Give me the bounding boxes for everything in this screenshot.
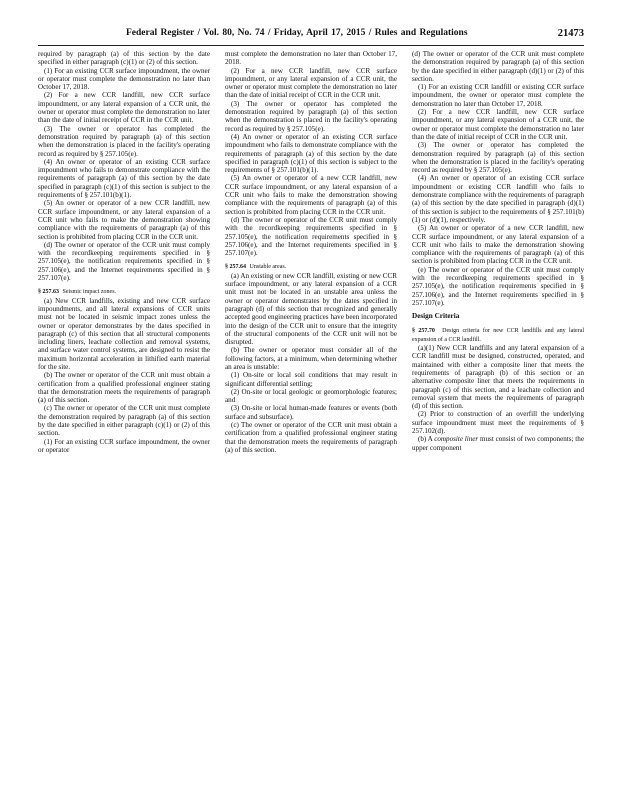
paragraph: (4) An owner or operator of an existing CCR surface impoundment who fails to demonstrate compliance with the requirements of paragraph (a) of this section by the date specified in paragraph (c)(1) of this section is subject to the requirements of § 257.101(b)(1). bbox=[225, 132, 397, 175]
column-2 bbox=[225, 50, 397, 780]
paragraph: (2) Prior to construction of an overfill the underlying surface impoundment must meet the requirements of § 257.102(d). bbox=[412, 410, 584, 436]
paragraph: (2) For a new CCR landfill, new CCR surface impoundment, or any lateral expansion of a CCR unit, the owner or operator must complete the demonstration no later than the date of initial receipt of CCR in the CCR unit. bbox=[412, 108, 584, 141]
paragraph: (1) For an existing CCR landfill or existing CCR surface impoundment, the owner or operator must complete the demonstration no later than October 17, 2018. bbox=[412, 83, 584, 108]
paragraph: (e) The owner or operator of the CCR unit must comply with the recordkeeping requirements specified in § 257.105(e), the notification requirements specified in § 257.106(e), and the Internet requirements specified in § 257.107(e). bbox=[412, 265, 584, 307]
section-title: Unstable areas. bbox=[249, 264, 287, 271]
paragraph: (3) On-site or local human-made features or events (both surface and subsurface). bbox=[225, 404, 397, 421]
design-criteria-heading: Design Criteria bbox=[412, 312, 460, 321]
page-header bbox=[38, 28, 584, 42]
section-heading bbox=[412, 326, 584, 345]
paragraph: (3) The owner or operator has completed the demonstration required by paragraph (a) of this section when the demonstration is placed in the facility's operating record as required by § 257.105(e). bbox=[38, 124, 210, 158]
paragraph: (2) On-site or local geologic or geomorphologic features; and bbox=[225, 387, 397, 405]
italic-term: composite liner bbox=[434, 435, 479, 444]
text-run: must consist of two components; the upper component bbox=[412, 435, 584, 452]
paragraph: (d) The owner or operator of the CCR unit must complete the demonstration required by paragraph (a) of this section by the date specified in either paragraph (d)(1) or (2) of this section. bbox=[412, 50, 584, 83]
paragraph: (a) An existing or new CCR landfill, existing or new CCR surface impoundment, or any lateral expansion of a CCR unit must not be located in an unstable area unless the owner or operator demonstrates by the dates specified in paragraph (d) of this section that recognized and generally accepted good engineering practices have been incorporated into the design of the CCR unit to ensure that the integrity of the structural components of the CCR unit will not be disrupted. bbox=[225, 271, 397, 347]
paragraph: (c) The owner or operator of the CCR unit must complete the demonstration required by paragraph (a) of this section by the date specified in either paragraph (c)(1) or (2) of this section. bbox=[38, 404, 210, 438]
paragraph: (5) An owner or operator of a new CCR landfill, new CCR surface impoundment, or any lateral expansion of a CCR unit who fails to make the demonstration showing compliance with the requirements of paragraph (a) of this section is prohibited from placing CCR in the CCR unit. bbox=[38, 199, 210, 241]
paragraph: (1) For an existing CCR surface impoundment, the owner or operator bbox=[38, 437, 210, 454]
paragraph: (c) The owner or operator of the CCR unit must obtain a certification from a qualified professional engineer stating that the demonstration meets the requirements of paragraph (a) of this section. bbox=[225, 421, 397, 454]
section-title: Seismic impact zones. bbox=[62, 289, 117, 296]
paragraph: (3) The owner or operator has completed the demonstration required by paragraph (a) of this section when the demonstration is placed in the facility's operating record as required by § 257.105(e). bbox=[412, 141, 584, 175]
paragraph: (b) The owner or operator must consider all of the following factors, at a minimum, when determining whether an area is unstable: bbox=[225, 346, 397, 371]
paragraph: required by paragraph (a) of this section by the date specified in either paragraph (c)(1) or (2) of this section. bbox=[38, 50, 210, 67]
paragraph: (5) An owner or operator of a new CCR landfill, new CCR surface impoundment, or any lateral expansion of a CCR unit who fails to make the demonstration showing compliance with the requirements of paragraph (a) of this section is prohibited from placing CCR in the CCR unit. bbox=[225, 174, 397, 216]
paragraph: (4) An owner or operator of an existing CCR surface impoundment or existing CCR landfill who fails to demonstrate compliance with the requirements of paragraph (a) of this section by the date specified in paragraph (d)(1) of this section is subject to the requirements of § 257.101(b)(1) or (d)(1), respectively. bbox=[412, 174, 584, 224]
paragraph: (3) The owner or operator has completed the demonstration required by paragraph (a) of this section when the demonstration is placed in the facility's operating record as required by § 257.105(e). bbox=[225, 99, 397, 133]
section-heading bbox=[225, 262, 397, 271]
text-run: (b) A bbox=[418, 435, 435, 444]
header-rule bbox=[38, 45, 584, 46]
text-columns bbox=[38, 50, 584, 780]
paragraph: (d) The owner or operator of the CCR unit must comply with the recordkeeping requirements specified in § 257.105(e), the notification requirements specified in § 257.106(e), and the Internet requirements specified in § 257.107(e). bbox=[38, 240, 210, 283]
document-page bbox=[38, 28, 584, 780]
section-number: § 257.70 bbox=[412, 327, 435, 334]
paragraph: must complete the demonstration no later than October 17, 2018. bbox=[225, 50, 397, 67]
paragraph bbox=[412, 435, 584, 452]
paragraph: (1) On-site or local soil conditions that may result in significant differential settling; bbox=[225, 371, 397, 388]
paragraph: (5) An owner or operator of a new CCR landfill, new CCR surface impoundment, or any lateral expansion of a CCR unit who fails to make the demonstration showing compliance with the requirements of paragraph (a) of this section is prohibited from placing CCR in the CCR unit. bbox=[412, 224, 584, 266]
paragraph: (2) For a new CCR landfill, new CCR surface impoundment, or any lateral expansion of a CCR unit, the owner or operator must complete the demonstration no later than the date of initial receipt of CCR in the CCR unit. bbox=[38, 91, 210, 125]
column-1 bbox=[38, 50, 210, 780]
paragraph: (d) The owner or operator of the CCR unit must comply with the recordkeeping requirements specified in § 257.105(e), the notification requirements specified in § 257.106(e), and the Internet requirements specified in § 257.107(e). bbox=[225, 215, 397, 258]
paragraph: (b) The owner or operator of the CCR unit must obtain a certification from a qualified professional engineer stating that the demonstration meets the requirements of paragraph (a) of this section. bbox=[38, 371, 210, 405]
column-3 bbox=[412, 50, 584, 780]
paragraph: (1) For an existing CCR surface impoundment, the owner or operator must complete the demonstration no later than October 17, 2018. bbox=[38, 66, 210, 92]
paragraph: (a) New CCR landfills, existing and new CCR surface impoundments, and all lateral expansions of CCR units must not be located in seismic impact zones unless the owner or operator demonstrates by the dates specified in paragraph (c) of this section that all structural components including liners, leachate collection and removal systems, and surface water control systems, are designed to resist the maximum horizontal acceleration in lithified earth material for the site. bbox=[38, 296, 210, 371]
paragraph: (4) An owner or operator of an existing CCR surface impoundment who fails to demonstrate compliance with the requirements of paragraph (a) of this section by the date specified in paragraph (c)(1) of this section is subject to the requirements of § 257.101(b)(1). bbox=[38, 157, 210, 200]
page-number: 21473 bbox=[557, 28, 584, 39]
paragraph: (2) For a new CCR landfill, new CCR surface impoundment, or any lateral expansion of a CCR unit, the owner or operator must complete the demonstration no later than the date of initial receipt of CCR in the CCR unit. bbox=[225, 66, 397, 100]
header-title: Federal Register / Vol. 80, No. 74 / Friday, April 17, 2015 / Rules and Regulations bbox=[126, 28, 468, 38]
paragraph: (a)(1) New CCR landfills and any lateral expansion of a CCR landfill must be designed, constructed, operated, and maintained with either a composite liner that meets the requirements of paragraph (b) of this section or an alternative composite liner that meets the requirements in paragraph (c) of this section, and a leachate collection and removal system that meets the requirements of paragraph (d) of this section. bbox=[412, 344, 584, 411]
section-number: § 257.63 bbox=[38, 289, 59, 296]
section-title: Design criteria for new CCR landfills and any lateral expansion of a CCR landfill. bbox=[412, 327, 584, 343]
section-heading bbox=[38, 287, 210, 296]
section-number: § 257.64 bbox=[225, 264, 246, 271]
